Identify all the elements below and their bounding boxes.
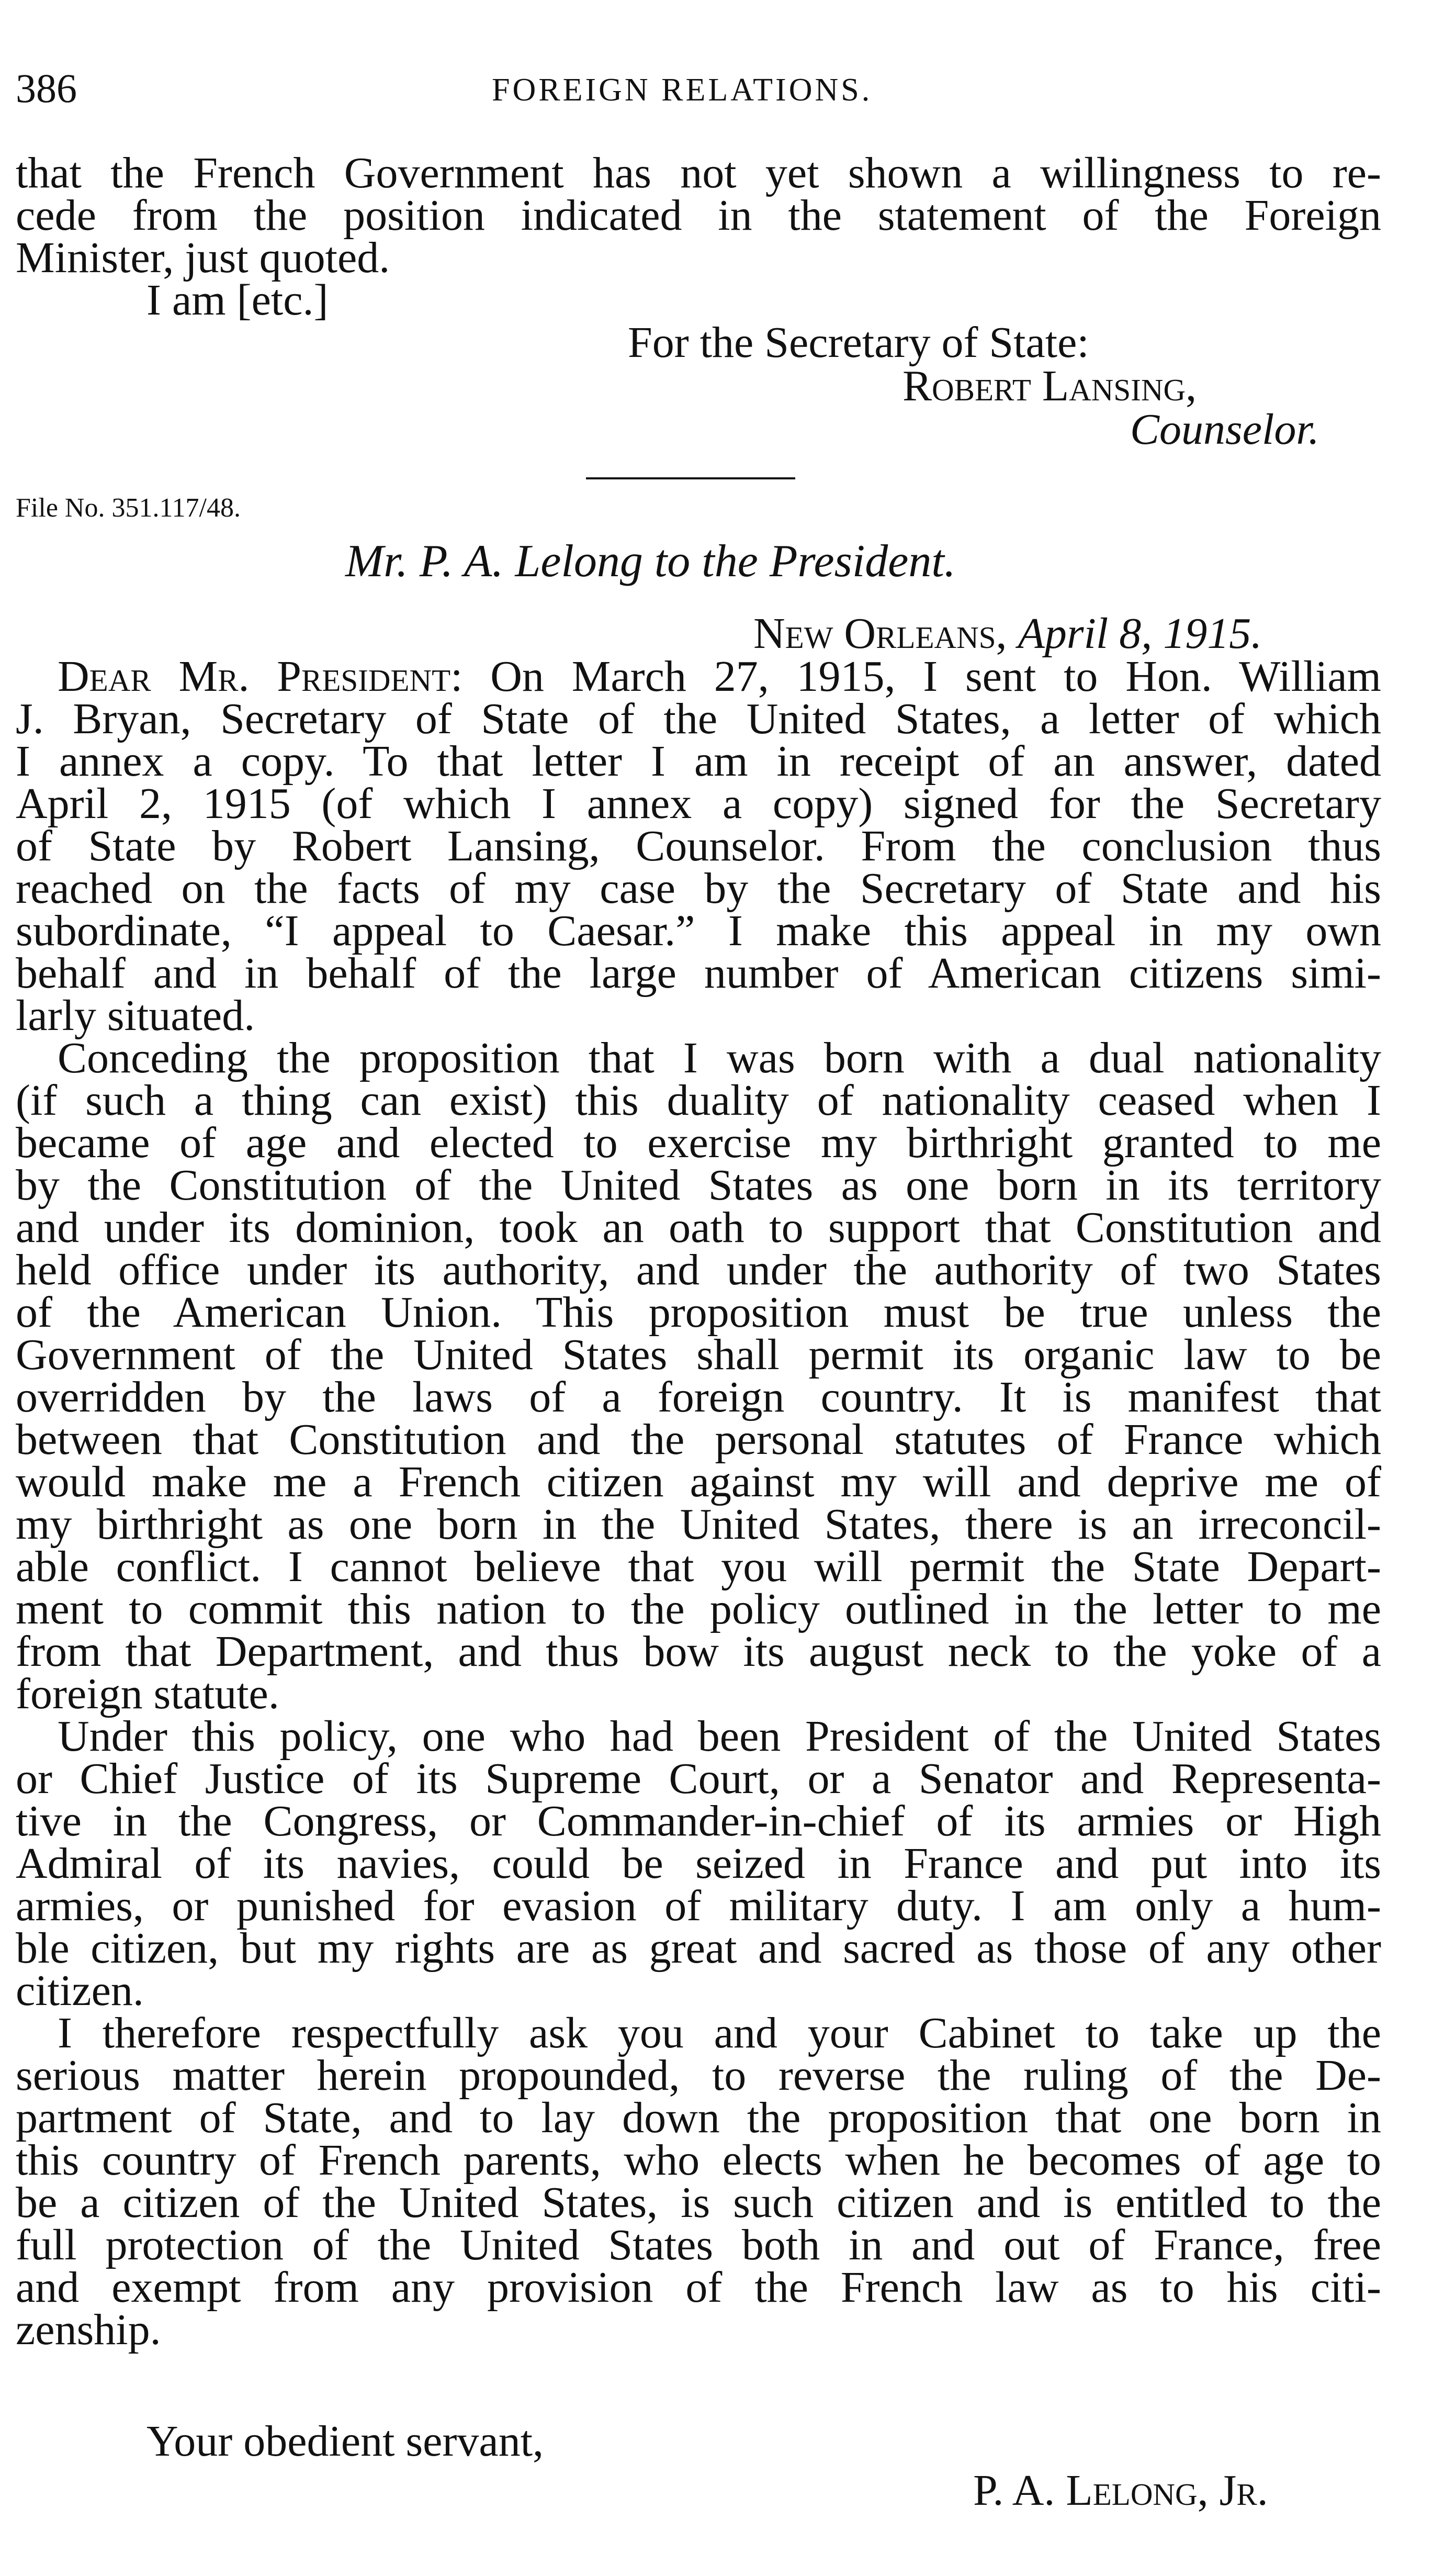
letter-signature: P. A. Lelong, Jr. [973, 2466, 1268, 2515]
salutation: Dear Mr. President: [58, 652, 463, 701]
text-line: behalf and in behalf of the large number of American citizens simi- [16, 949, 1381, 998]
text-line: serious matter herein propounded, to reverse the ruling of the De- [16, 2051, 1381, 2100]
text-line: held office under its authority, and under the authority of two States [16, 1246, 1381, 1294]
paragraph-text: On March 27, 1915, I sent to Hon. William [490, 652, 1382, 701]
signer-name: Robert Lansing, [902, 362, 1197, 410]
text-line: larly situated. [16, 991, 255, 1040]
document-title: Mr. P. A. Lelong to the President. [345, 536, 956, 587]
text-line: from that Department, and thus bow its august neck to the yoke of a [16, 1627, 1381, 1676]
text-line: J. Bryan, Secretary of State of the United States, a letter of which [16, 695, 1381, 743]
preceding-letter-text [16, 149, 1381, 282]
text-line: would make me a French citizen against my will and deprive me of [16, 1458, 1381, 1506]
text-line: ment to commit this nation to the policy outlined in the letter to me [16, 1585, 1381, 1633]
page-number: 386 [16, 65, 77, 111]
text-line: Admiral of its navies, could be seized in France and put into its [16, 1839, 1381, 1888]
text-line: tive in the Congress, or Commander-in-chief of its armies or High [16, 1797, 1381, 1845]
running-title: FOREIGN RELATIONS. [492, 72, 873, 108]
text-line: Conceding the proposition that I was born with a dual nationality [58, 1034, 1381, 1082]
text-line: between that Constitution and the personal statutes of France which [16, 1415, 1381, 1464]
dateline-place: New Orleans, [753, 609, 1007, 658]
text-line: full protection of the United States both in and out of France, free [16, 2221, 1381, 2269]
text-line: partment of State, and to lay down the proposition that one born in [16, 2093, 1381, 2142]
text-line: my birthright as one born in the United States, there is an irreconcil- [16, 1500, 1381, 1549]
text-line: I therefore respectfully ask you and your Cabinet to take up the [58, 2009, 1381, 2057]
text-line: and exempt from any provision of the French law as to his citi- [16, 2263, 1381, 2312]
text-line: foreign statute. [16, 1670, 279, 1718]
file-number: File No. 351.117/48. [16, 493, 241, 523]
text-line: Minister, just quoted. [16, 233, 390, 282]
text-line: Under this policy, one who had been President of the United States [58, 1712, 1381, 1761]
text-line: overridden by the laws of a foreign country. It is manifest that [16, 1373, 1381, 1421]
text-line: I annex a copy. To that letter I am in receipt of an answer, dated [16, 737, 1381, 786]
text-line: (if such a thing can exist) this duality of nationality ceased when I [16, 1076, 1381, 1125]
signature-for: For the Secretary of State: [628, 318, 1089, 367]
text-line: able conflict. I cannot believe that you will permit the State Depart- [16, 1542, 1381, 1591]
text-line: citizen. [16, 1966, 144, 2015]
text-line: or Chief Justice of its Supreme Court, or a Senator and Representa- [16, 1754, 1381, 1803]
text-line: reached on the facts of my case by the Secretary of State and his [16, 864, 1381, 913]
text-line: that the French Government has not yet shown a willingness to re- [16, 149, 1381, 197]
text-line: by the Constitution of the United States as one born in its territory [16, 1161, 1381, 1209]
text-line: be a citizen of the United States, is such citizen and is entitled to the [16, 2178, 1381, 2227]
letter-closing: Your obedient servant, [146, 2417, 544, 2466]
text-line: became of age and elected to exercise my birthright granted to me [16, 1118, 1381, 1167]
text-line: zenship. [16, 2305, 161, 2354]
text-line: this country of French parents, who elects when he becomes of age to [16, 2136, 1381, 2185]
dateline [753, 609, 1262, 658]
signer-title: Counselor. [1130, 405, 1319, 454]
text-line: April 2, 1915 (of which I annex a copy) signed for the Secretary [16, 779, 1381, 828]
text-line: ble citizen, but my rights are as great and sacred as those of any other [16, 1924, 1381, 1973]
text-line: cede from the position indicated in the statement of the Foreign [16, 191, 1381, 240]
text-line: armies, or punished for evasion of military duty. I am only a hum- [16, 1881, 1381, 1930]
preceding-closing: I am [etc.] [146, 276, 329, 324]
text-line [16, 652, 1382, 701]
text-line: and under its dominion, took an oath to support that Constitution and [16, 1203, 1381, 1252]
dateline-date: April 8, 1915. [1018, 609, 1262, 658]
letter-body [16, 652, 1382, 2354]
text-line: of State by Robert Lansing, Counselor. From the conclusion thus [16, 822, 1381, 870]
text-line: of the American Union. This proposition must be true unless the [16, 1288, 1381, 1337]
text-line: Government of the United States shall permit its organic law to be [16, 1330, 1381, 1379]
section-divider [586, 477, 795, 479]
text-line: subordinate, “I appeal to Caesar.” I make this appeal in my own [16, 906, 1381, 955]
